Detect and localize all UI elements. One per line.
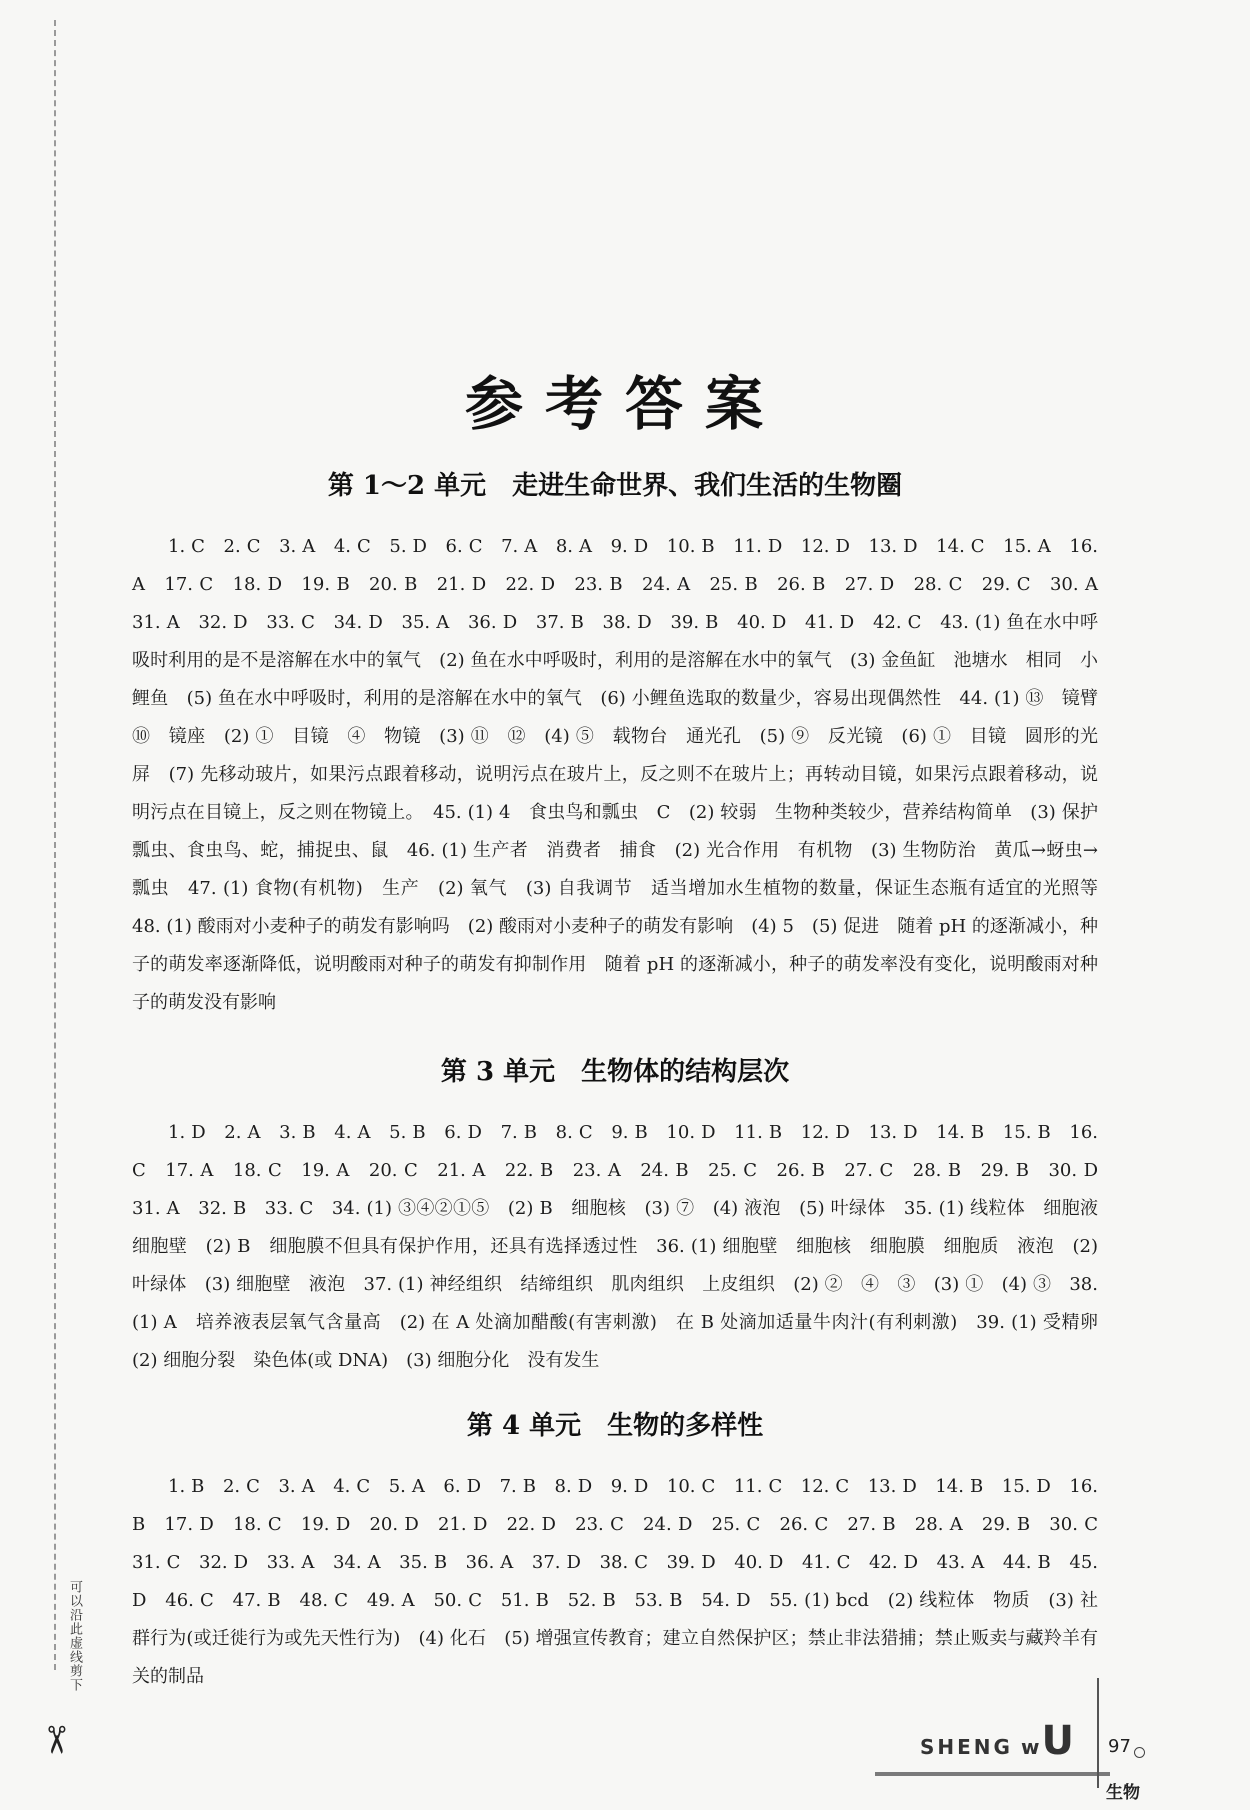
brand-part-u: U bbox=[1041, 1718, 1074, 1764]
footer-rule bbox=[875, 1772, 1110, 1776]
section-title: 第 3 单元 生物体的结构层次 bbox=[440, 1057, 790, 1087]
answer-text: 1. B 2. C 3. A 4. C 5. A 6. D 7. B 8. D 9. D 10. C 11. C 12. C 13. D 14. B 15. D 16. B 17. D 18. C 19. D 20. D 21. D 22. D 23. C 24. D 25. C 26. C 27. B 28. A 29. B 30. C 31. C 32. D 33. A 34. A 35. B 36. A 37. D 38. C 39. D 40. D 41. C 42. D 43. A 44. B 45. D 46. C 47. B 48. C 49. A 50. C 51. B 52. B 53. B 54. D 55. (1) bcd (2) 线粒体 物质 (3) 社群行为(或迁徙行为或先天性行为) (4) 化石 (5) 增强宣传教育；建立自然保护区；禁止非法猎捕；禁止贩卖与藏羚羊有关的制品 bbox=[132, 1476, 1116, 1687]
page-number: 97 bbox=[1108, 1736, 1131, 1757]
subject-brand bbox=[920, 1718, 1074, 1764]
page-title: 参考答案 bbox=[464, 369, 785, 438]
section-title: 第 1～2 单元 走进生命世界、我们生活的生物圈 bbox=[327, 471, 903, 501]
brand-part-w: w bbox=[1020, 1735, 1042, 1759]
answer-text: 1. D 2. A 3. B 4. A 5. B 6. D 7. B 8. C 9. B 10. D 11. B 12. D 13. D 14. B 15. B 16. C 17. A 18. C 19. A 20. C 21. A 22. B 23. A 24. B 25. C 26. B 27. C 28. B 29. B 30. D 31. A 32. B 33. C 34. (1) ③④②①⑤ (2) B 细胞核 (3) ⑦ (4) 液泡 (5) 叶绿体 35. (1) 线粒体 细胞液 细胞壁 (2) B 细胞膜不但具有保护作用，还具有选择透过性 36. (1) 细胞壁 细胞核 细胞膜 细胞质 液泡 (2) 叶绿体 (3) 细胞壁 液泡 37. (1) 神经组织 结缔组织 肌肉组织 上皮组织 (2) ② ④ ③ (3) ① (4) ③ 38. (1) A 培养液表层氧气含量高 (2) 在 A 处滴加醋酸(有害刺激) 在 B 处滴加适量牛肉汁(有利刺激) 39. (1) 受精卵 (2) 细胞分裂 染色体(或 DNA) (3) 细胞分化 没有发生 bbox=[132, 1122, 1116, 1371]
answer-text: 1. C 2. C 3. A 4. C 5. D 6. C 7. A 8. A 9. D 10. B 11. D 12. D 13. D 14. C 15. A 16. A 17. C 18. D 19. B 20. B 21. D 22. D 23. B 24. A 25. B 26. B 27. D 28. C 29. C 30. A 31. A 32. D 33. C 34. D 35. A 36. D 37. B 38. D 39. B 40. D 41. D 42. C 43. (1) 鱼在水中呼吸时利用的是不是溶解在水中的氧气 (2) 鱼在水中呼吸时，利用的是溶解在水中的氧气 (3) 金鱼缸 池塘水 相同 小鲤鱼 (5) 鱼在水中呼吸时，利用的是溶解在水中的氧气 (6) 小鲤鱼选取的数量少，容易出现偶然性 44. (1) ⑬ 镜臂 ⑩ 镜座 (2) ① 目镜 ④ 物镜 (3) ⑪ ⑫ (4) ⑤ 载物台 通光孔 (5) ⑨ 反光镜 (6) ① 目镜 圆形的光屏 (7) 先移动玻片，如果污点跟着移动，说明污点在玻片上，反之则不在玻片上；再转动目镜，如果污点跟着移动，说明污点在目镜上，反之则在物镜上。 45. (1) 4 食虫鸟和瓢虫 C (2) 较弱 生物种类较少，营养结构简单 (3) 保护瓢虫、食虫鸟、蛇，捕捉虫、鼠 46. (1) 生产者 消费者 捕食 (2) 光合作用 有机物 (3) 生物防治 黄瓜→蚜虫→瓢虫 47. (1) 食物(有机物) 生产 (2) 氧气 (3) 自我调节 适当增加水生植物的数量，保证生态瓶有适宜的光照等 48. (1) 酸雨对小麦种子的萌发有影响吗 (2) 酸雨对小麦种子的萌发有影响 (4) 5 (5) 促进 随着 pH 的逐渐减小，种子的萌发率逐渐降低，说明酸雨对种子的萌发有抑制作用 随着 pH 的逐渐减小，种子的萌发率没有变化，说明酸雨对种子的萌发没有影响 bbox=[132, 536, 1116, 1013]
section-unit-3 bbox=[132, 1052, 1116, 1380]
footer-divider bbox=[1097, 1678, 1099, 1788]
section-unit-1-2 bbox=[132, 466, 1116, 1022]
cut-dashed-line bbox=[54, 20, 56, 1670]
section-title: 第 4 单元 生物的多样性 bbox=[466, 1411, 764, 1441]
section-unit-4 bbox=[132, 1406, 1116, 1696]
page-dot-icon bbox=[1134, 1747, 1145, 1758]
cut-hint-text: 可以沿此虚线剪下 bbox=[67, 1580, 82, 1692]
subject-label: 生物 bbox=[1106, 1783, 1140, 1803]
scissors-icon: ✂ bbox=[33, 1724, 78, 1756]
brand-part-sheng: SHENG bbox=[920, 1735, 1013, 1759]
